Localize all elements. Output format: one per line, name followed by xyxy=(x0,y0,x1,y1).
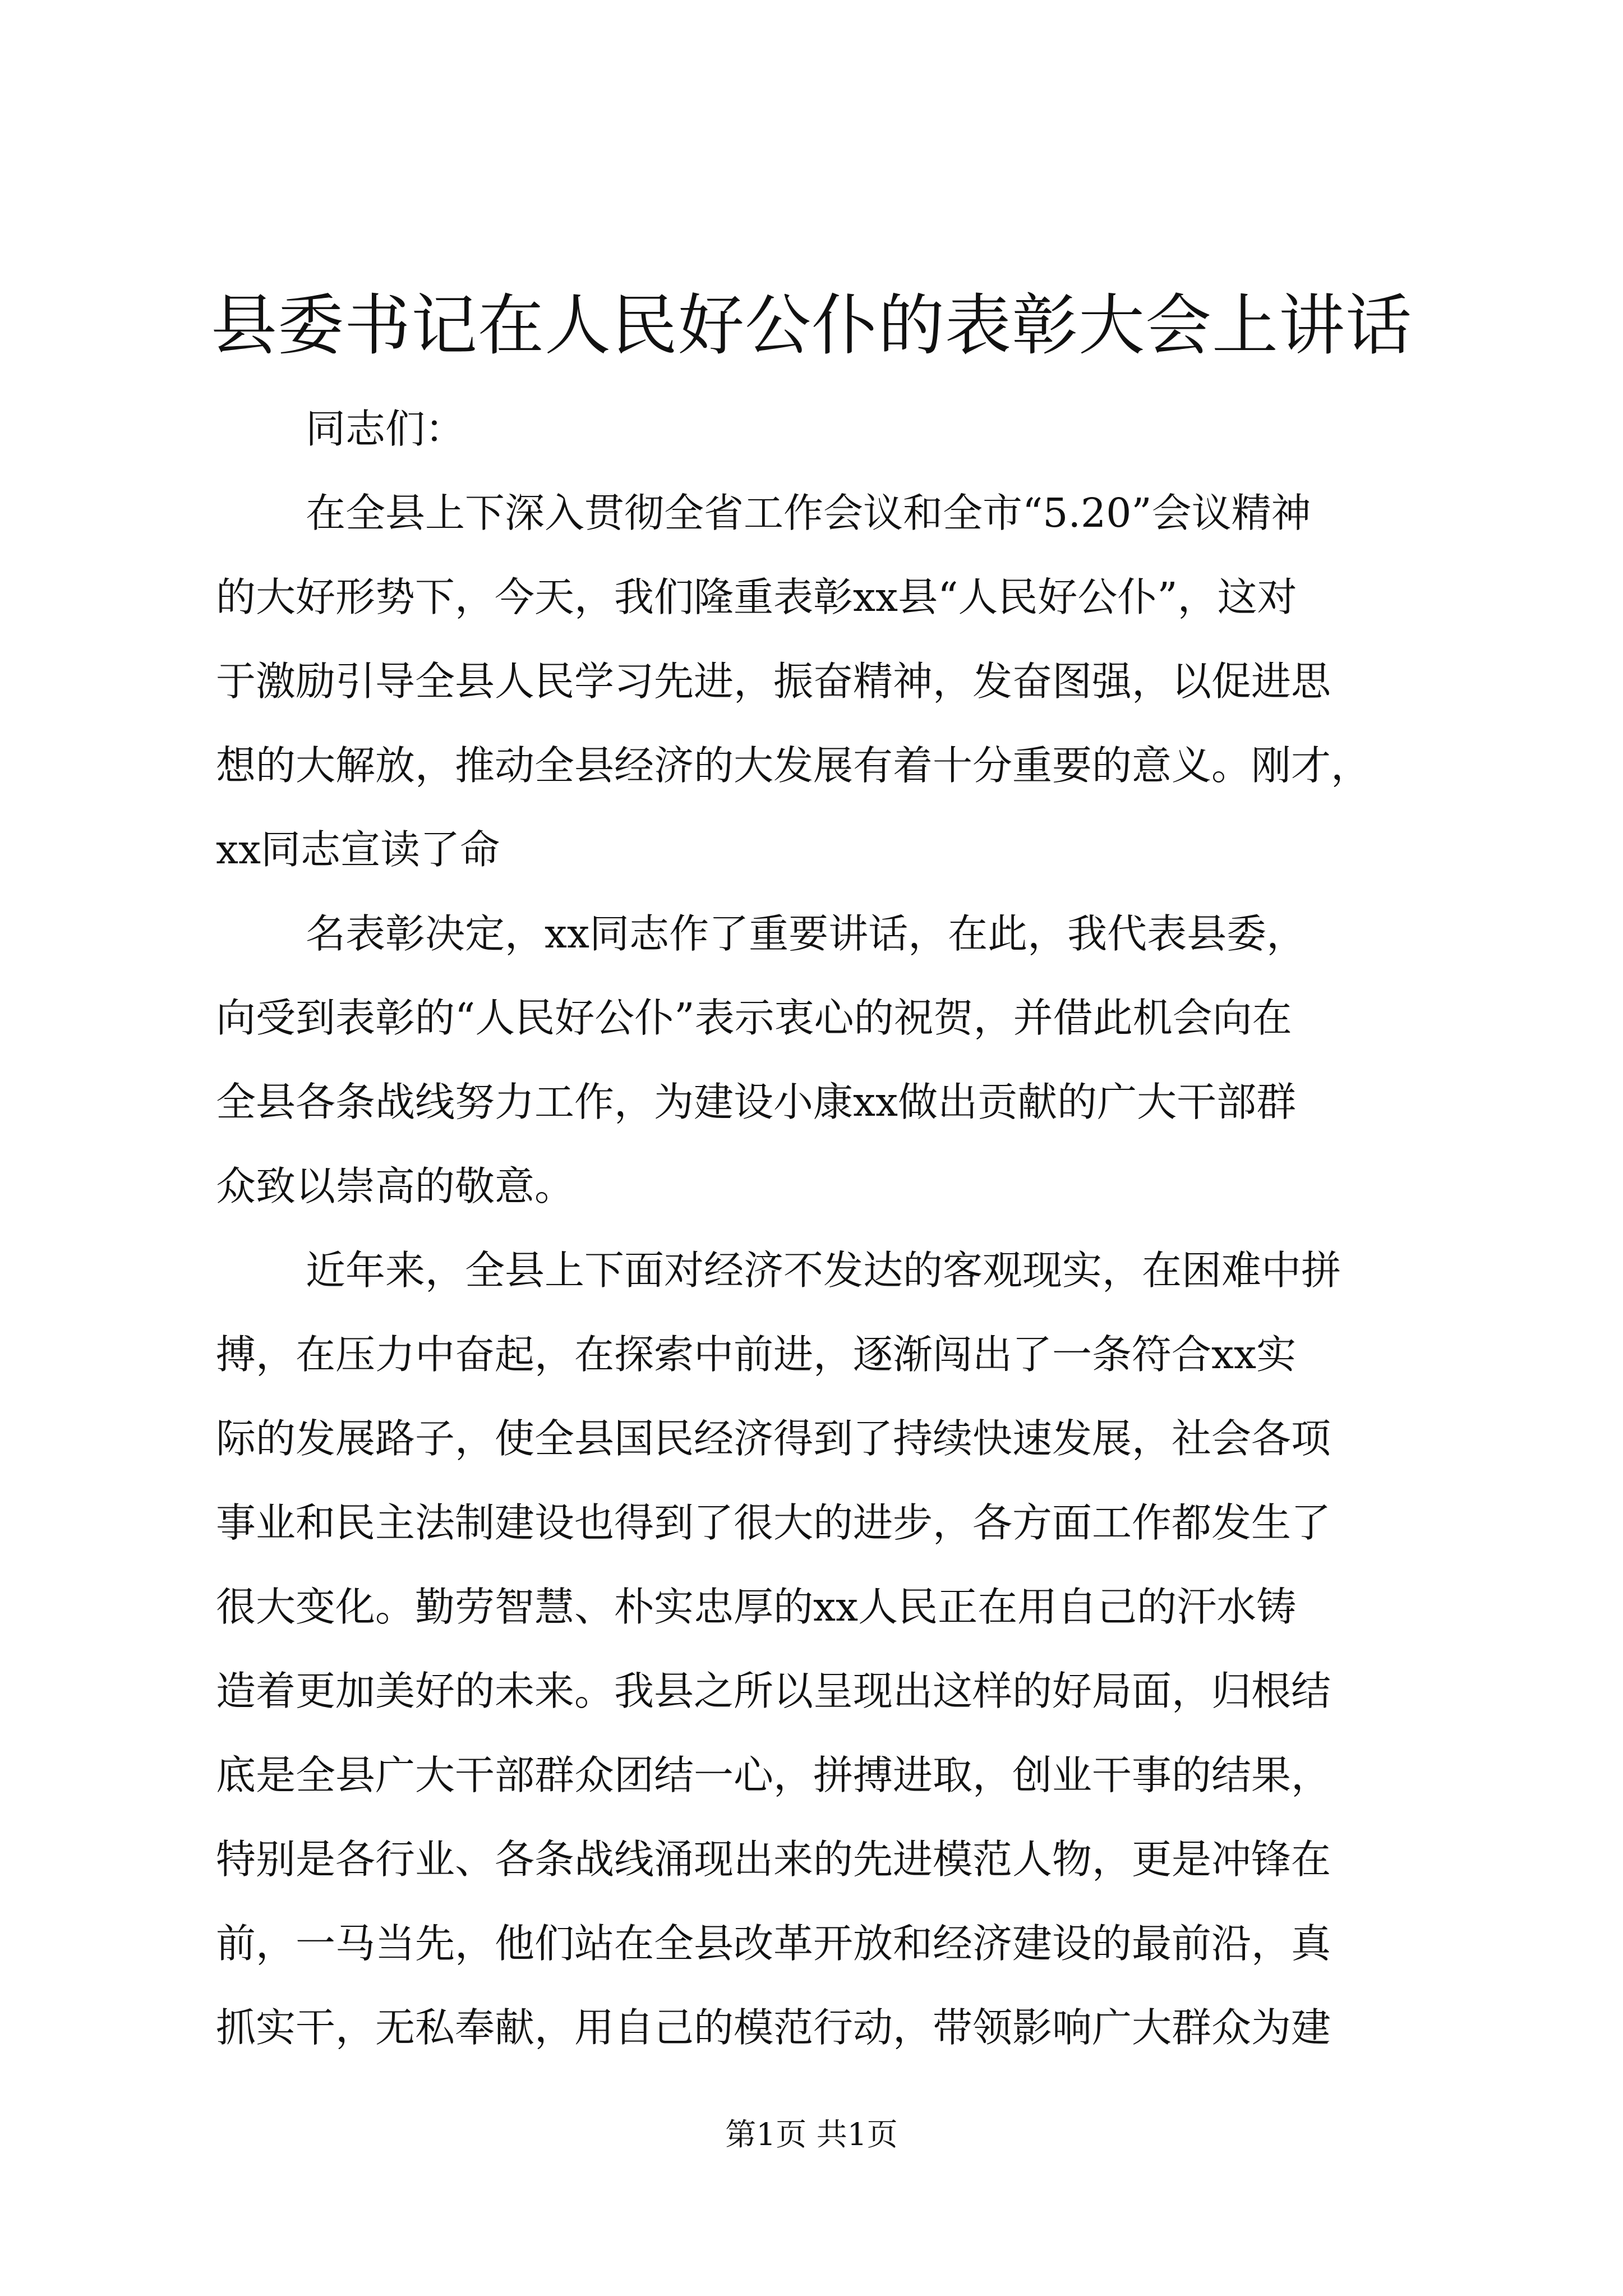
paragraph-line: 底是全县广大干部群众团结一心，拼搏进取，创业干事的结果， xyxy=(216,1752,1331,1798)
paragraph-line: 众致以崇高的敬意。 xyxy=(216,1163,575,1209)
paragraph-line: 际的发展路子，使全县国民经济得到了持续快速发展，社会各项 xyxy=(216,1415,1331,1462)
paragraph-line: 向受到表彰的“人民好公仆”表示衷心的祝贺，并借此机会向在 xyxy=(216,995,1292,1041)
document-title: 县委书记在人民好公仆的表彰大会上讲话 xyxy=(210,287,1412,364)
paragraph-line: 特别是各行业、各条战线涌现出来的先进模范人物，更是冲锋在 xyxy=(216,1836,1331,1883)
paragraph-line: 的大好形势下，今天，我们隆重表彰xx县“人民好公仆”，这对 xyxy=(216,574,1297,620)
paragraph-line: xx同志宣读了命 xyxy=(216,826,500,873)
salutation-line: 同志们： xyxy=(306,406,465,452)
paragraph-line: 想的大解放，推动全县经济的大发展有着十分重要的意义。刚才， xyxy=(216,742,1371,789)
paragraph-line: 抓实干，无私奉献，用自己的模范行动，带领影响广大群众为建 xyxy=(216,2004,1331,2051)
paragraph-line: 前，一马当先，他们站在全县改革开放和经济建设的最前沿，真 xyxy=(216,1920,1331,1967)
paragraph-line: 名表彰决定，xx同志作了重要讲话，在此，我代表县委， xyxy=(306,910,1307,957)
document-body xyxy=(216,387,1422,2070)
paragraph-line: 造着更加美好的未来。我县之所以呈现出这样的好局面，归根结 xyxy=(216,1668,1331,1714)
page-footer: 第1页 共1页 xyxy=(725,2116,898,2152)
paragraph-line: 于激励引导全县人民学习先进，振奋精神，发奋图强，以促进思 xyxy=(216,658,1331,705)
paragraph-line: 很大变化。勤劳智慧、朴实忠厚的xx人民正在用自己的汗水铸 xyxy=(216,1584,1297,1630)
paragraph-line: 全县各条战线努力工作，为建设小康xx做出贡献的广大干部群 xyxy=(216,1079,1297,1125)
paragraph-line: 在全县上下深入贯彻全省工作会议和全市“5.20”会议精神 xyxy=(306,490,1311,536)
paragraph-line: 搏，在压力中奋起，在探索中前进，逐渐闯出了一条符合xx实 xyxy=(216,1331,1297,1378)
paragraph-line: 近年来，全县上下面对经济不发达的客观现实，在困难中拼 xyxy=(306,1247,1341,1294)
paragraph-line: 事业和民主法制建设也得到了很大的进步，各方面工作都发生了 xyxy=(216,1499,1331,1546)
